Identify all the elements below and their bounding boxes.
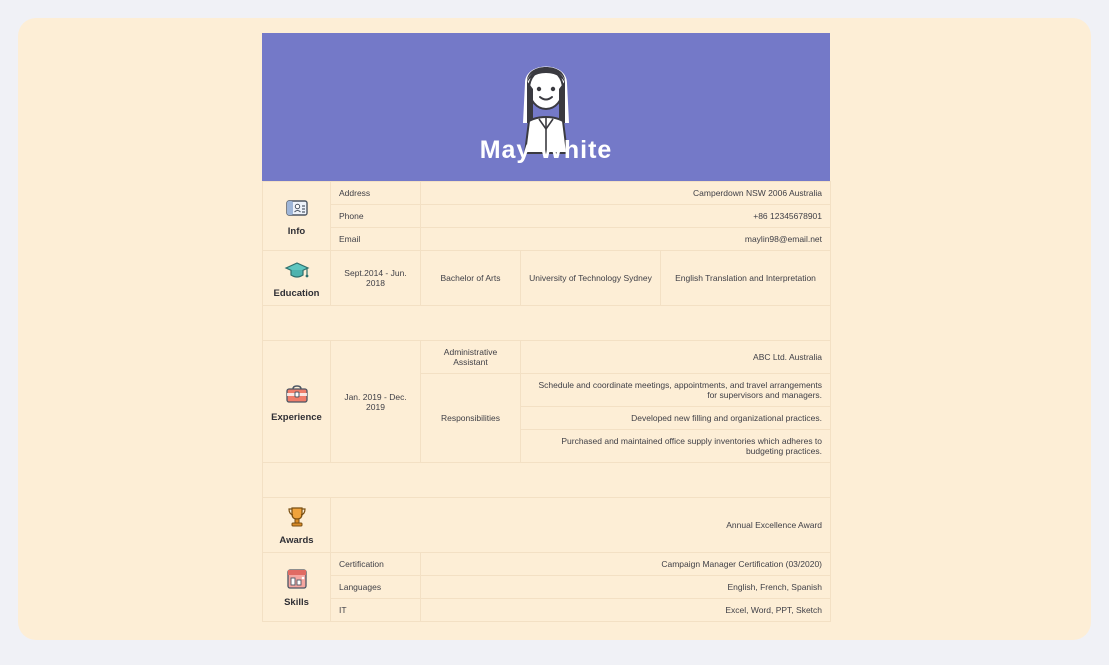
section-awards	[263, 498, 331, 553]
table-row	[263, 553, 831, 576]
section-education	[263, 251, 331, 306]
section-label-skills: Skills	[284, 597, 309, 608]
skills-label-certification: Certification	[331, 553, 421, 576]
skills-label-it: IT	[331, 599, 421, 622]
experience-company: ABC Ltd. Australia	[521, 341, 831, 374]
table-row	[263, 341, 831, 374]
skills-value-it: Excel, Word, PPT, Sketch	[421, 599, 831, 622]
info-label-phone: Phone	[331, 205, 421, 228]
skills-value-certification: Campaign Manager Certification (03/2020)	[421, 553, 831, 576]
education-dates: Sept.2014 - Jun. 2018	[331, 251, 421, 306]
info-label-address: Address	[331, 182, 421, 205]
table-spacer-row	[263, 463, 831, 498]
resume-document	[262, 33, 830, 622]
table-row	[263, 205, 831, 228]
experience-responsibilities-label: Responsibilities	[421, 374, 521, 463]
resume-name: May White	[479, 136, 613, 164]
education-school: University of Technology Sydney	[521, 251, 661, 306]
experience-responsibility-1: Schedule and coordinate meetings, appointments, and travel arrangements for supervisors and managers.	[521, 374, 831, 407]
section-experience	[263, 341, 331, 463]
section-label-info: Info	[287, 226, 306, 237]
resume-table	[262, 181, 831, 622]
info-value-email: maylin98@email.net	[421, 228, 831, 251]
spacer-cell	[263, 306, 831, 341]
table-row	[263, 576, 831, 599]
section-info	[263, 182, 331, 251]
experience-dates: Jan. 2019 - Dec. 2019	[331, 341, 421, 463]
skills-chart-icon	[284, 566, 310, 592]
table-row	[263, 599, 831, 622]
table-row	[263, 182, 831, 205]
trophy-icon	[284, 504, 310, 530]
experience-title: Administrative Assistant	[421, 341, 521, 374]
info-value-address: Camperdown NSW 2006 Australia	[421, 182, 831, 205]
section-label-awards: Awards	[279, 535, 314, 546]
education-degree: Bachelor of Arts	[421, 251, 521, 306]
spacer-cell	[263, 463, 831, 498]
skills-value-languages: English, French, Spanish	[421, 576, 831, 599]
id-card-icon	[284, 195, 310, 221]
experience-responsibility-2: Developed new filling and organizational practices.	[521, 407, 831, 430]
education-major: English Translation and Interpretation	[661, 251, 831, 306]
table-spacer-row	[263, 306, 831, 341]
section-label-experience: Experience	[271, 411, 322, 423]
section-label-education: Education	[273, 288, 320, 299]
info-value-phone: +86 12345678901	[421, 205, 831, 228]
experience-responsibility-3: Purchased and maintained office supply inventories which adheres to budgeting practices.	[521, 430, 831, 463]
section-skills	[263, 553, 331, 622]
table-row	[263, 498, 831, 553]
briefcase-icon	[284, 381, 310, 407]
skills-label-languages: Languages	[331, 576, 421, 599]
table-row	[263, 228, 831, 251]
table-row	[263, 251, 831, 306]
info-label-email: Email	[331, 228, 421, 251]
awards-value: Annual Excellence Award	[331, 498, 831, 553]
resume-header	[262, 33, 830, 181]
graduation-cap-icon	[284, 257, 310, 283]
